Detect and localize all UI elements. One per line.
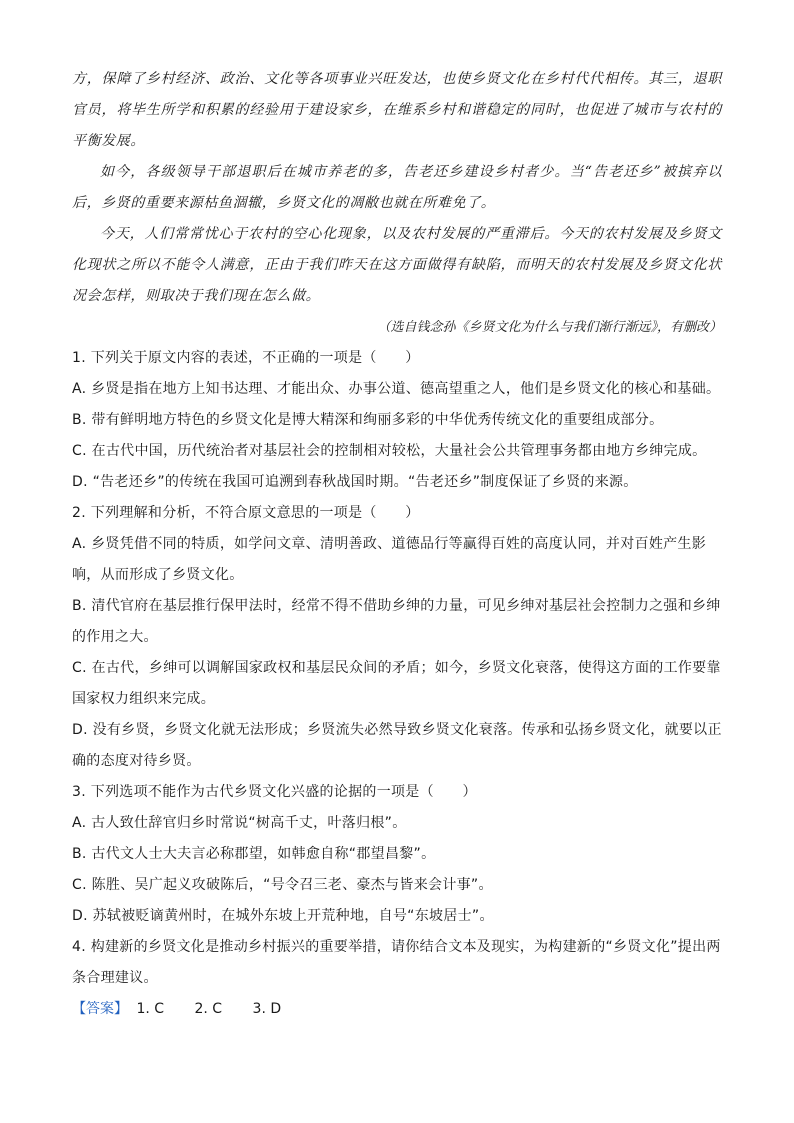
answer-item: 3. D [252, 1001, 282, 1017]
answer-item: 2. C [194, 1001, 223, 1017]
question-stem: 4. 构建新的乡贤文化是推动乡村振兴的重要举措，请你结合文本及现实，为构建新的“乡贤文化”提出两条合理建议。 [72, 939, 721, 986]
option-d: D. 苏轼被贬谪黄州时，在城外东坡上开荒种地，自号“东坡居士”。 [72, 908, 494, 924]
question-2 [72, 498, 722, 777]
answer-tag: 【答案】 [72, 1001, 128, 1017]
passage-source: （选自钱念孙《乡贤文化为什么与我们渐行渐远》，有删改） [377, 320, 722, 335]
passage-paragraph-2: 如今，各级领导干部退职后在城市养老的多，告老还乡建设乡村者少。当“告老还乡”被摈弃以后，乡贤的重要来源枯鱼涸辙，乡贤文化的凋敝也就在所难免了。 [72, 164, 722, 211]
option-c: C. 在古代，乡绅可以调解国家政权和基层民众间的矛盾；如今，乡贤文化衰落，使得这方面的工作要靠国家权力组织来完成。 [72, 660, 721, 707]
question-4 [72, 932, 722, 994]
question-stem: 3. 下列选项不能作为古代乡贤文化兴盛的论据的一项是（ ） [72, 784, 477, 800]
passage-paragraph-3: 今天，人们常常忧心于农村的空心化现象，以及农村发展的严重滞后。今天的农村发展及乡贤文化现状之所以不能令人满意，正由于我们昨天在这方面做得有缺陷，而明天的农村发展及乡贤文化状况会怎样，则取决于我们现在怎么做。 [72, 226, 722, 304]
option-a: A. 古人致仕辞官归乡时常说“树高千丈，叶落归根”。 [72, 815, 407, 831]
option-b: B. 古代文人士大夫言必称郡望，如韩愈自称“郡望昌黎”。 [72, 846, 436, 862]
option-d: D. “告老还乡”的传统在我国可追溯到春秋战国时期。“告老还乡”制度保证了乡贤的来源。 [72, 474, 638, 490]
option-b: B. 清代官府在基层推行保甲法时，经常不得不借助乡绅的力量，可见乡绅对基层社会控制力之强和乡绅的作用之大。 [72, 598, 721, 645]
question-stem: 1. 下列关于原文内容的表述，不正确的一项是（ ） [72, 350, 420, 366]
question-3 [72, 777, 722, 932]
option-d: D. 没有乡贤，乡贤文化就无法形成；乡贤流失必然导致乡贤文化衰落。传承和弘扬乡贤文化，就要以正确的态度对待乡贤。 [72, 722, 722, 769]
answer-line [72, 994, 722, 1025]
option-c: C. 陈胜、吴广起义攻破陈后，“号令召三老、豪杰与皆来会计事”。 [72, 877, 493, 893]
question-1 [72, 343, 722, 498]
option-c: C. 在古代中国，历代统治者对基层社会的控制相对较松，大量社会公共管理事务都由地方乡绅完成。 [72, 443, 707, 459]
option-a: A. 乡贤是指在地方上知书达理、才能出众、办事公道、德高望重之人，他们是乡贤文化的核心和基础。 [72, 381, 721, 397]
passage-paragraph-1: 方，保障了乡村经济、政治、文化等各项事业兴旺发达，也使乡贤文化在乡村代代相传。其三，退职官员，将毕生所学和积累的经验用于建设家乡，在维系乡村和谐稳定的同时，也促进了城市与农村的平衡发展。 [72, 71, 722, 149]
option-a: A. 乡贤凭借不同的特质，如学问文章、清明善政、道德品行等赢得百姓的高度认同，并对百姓产生影响，从而形成了乡贤文化。 [72, 536, 707, 583]
answer-item: 1. C [136, 1001, 165, 1017]
document-page [72, 64, 722, 1025]
question-stem: 2. 下列理解和分析，不符合原文意思的一项是（ ） [72, 505, 420, 521]
option-b: B. 带有鲜明地方特色的乡贤文化是博大精深和绚丽多彩的中华优秀传统文化的重要组成部分。 [72, 412, 664, 428]
